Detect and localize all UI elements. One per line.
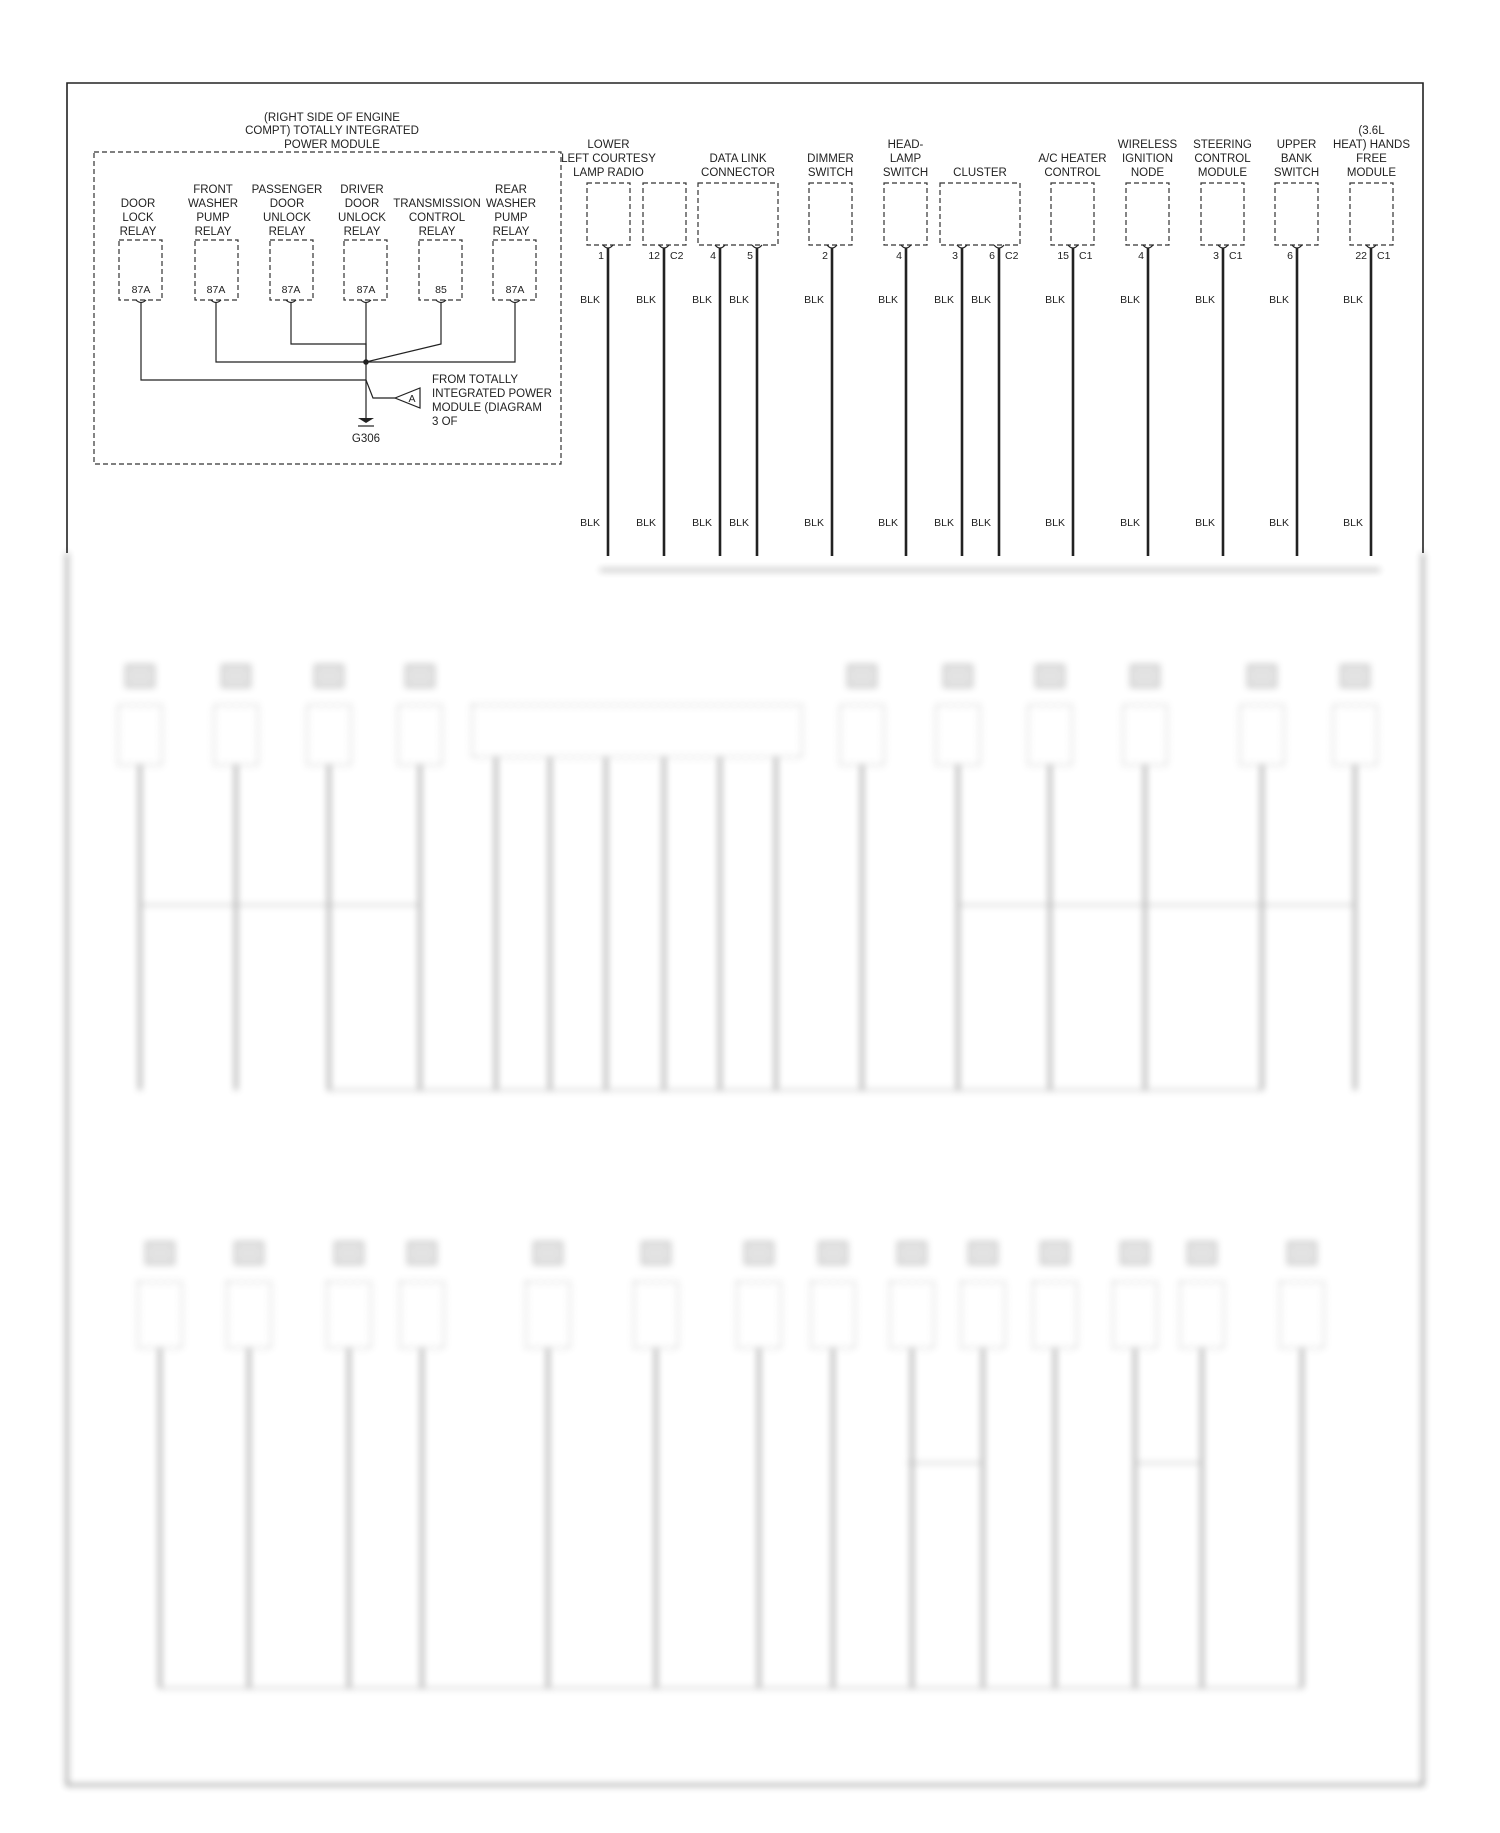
wire-color-label: BLK — [580, 294, 600, 306]
component-label: HEAD- — [887, 139, 924, 151]
ground-icon — [358, 410, 374, 426]
power-module-title-line-1: (RIGHT SIDE OF ENGINE — [264, 112, 400, 124]
wire-color-label: BLK — [971, 517, 991, 529]
relay-label: WASHER — [187, 198, 239, 210]
pin-number: 6 — [1287, 250, 1293, 262]
connector-id: C2 — [1005, 250, 1019, 262]
blurred-shape — [406, 665, 434, 687]
from-note-line-3: MODULE (DIAGRAM — [432, 402, 542, 414]
blurred-shape — [1288, 1242, 1316, 1264]
blurred-shape — [1248, 665, 1276, 687]
wire-color-label: BLK — [1120, 294, 1140, 306]
blurred-shape — [146, 1242, 174, 1264]
blurred-shape — [400, 1282, 444, 1348]
relay-label: REAR — [495, 184, 527, 196]
relay-transmission-control — [393, 198, 481, 300]
blurred-shape — [1033, 1282, 1077, 1348]
power-module-group — [94, 112, 561, 464]
component-label: MODULE — [1346, 167, 1397, 179]
component-label: MODULE — [1197, 167, 1248, 179]
relay-rear-washer-pump — [486, 184, 536, 300]
component-box — [1126, 183, 1169, 245]
relay-label: RELAY — [268, 226, 306, 238]
relay-pin: 87A — [505, 284, 525, 296]
relay-passenger-door-unlock — [252, 184, 323, 300]
wire-color-label: BLK — [1343, 294, 1363, 306]
pin-number: 1 — [598, 250, 604, 262]
relay-label: PUMP — [494, 212, 528, 224]
wire-color-label: BLK — [934, 294, 954, 306]
blurred-shape — [1028, 705, 1072, 765]
wire-color-label: BLK — [1343, 517, 1363, 529]
blurred-shape — [227, 1282, 271, 1348]
wire-color-label: BLK — [1195, 294, 1215, 306]
component-label: WIRELESS — [1117, 139, 1178, 151]
component-label: FREE — [1356, 153, 1387, 165]
from-note-line-1: FROM TOTALLY — [432, 374, 519, 386]
blurred-shape — [1240, 705, 1284, 765]
blurred-shape — [898, 1242, 926, 1264]
blurred-shape — [222, 665, 250, 687]
blurred-shape — [1121, 1242, 1149, 1264]
component-box — [587, 183, 630, 245]
wire-color-label: BLK — [580, 517, 600, 529]
blurred-shape — [126, 665, 154, 687]
relay-pin: 87A — [131, 284, 151, 296]
relay-label: TRANSMISSION — [393, 198, 481, 210]
blurred-shape — [1333, 705, 1377, 765]
blurred-shape — [1113, 1282, 1157, 1348]
blurred-shape — [1180, 1282, 1224, 1348]
blurred-shape — [819, 1242, 847, 1264]
blurred-shape — [1188, 1242, 1216, 1264]
blurred-shape — [472, 705, 802, 757]
wire-color-label: BLK — [636, 517, 656, 529]
from-note-line-2: INTEGRATED POWER — [432, 388, 552, 400]
power-module-title-line-2: COMPT) TOTALLY INTEGRATED — [245, 125, 419, 137]
relay-label: UNLOCK — [263, 212, 311, 224]
pin-number: 3 — [1213, 250, 1219, 262]
relay-pin: 85 — [435, 284, 447, 296]
component-label: NODE — [1130, 167, 1165, 179]
wire-color-label: BLK — [878, 294, 898, 306]
blurred-shape — [1041, 1242, 1069, 1264]
component-label: SWITCH — [1273, 167, 1320, 179]
component-label: CONNECTOR — [701, 167, 775, 179]
component-label: DATA LINK — [709, 153, 767, 165]
relay-label: UNLOCK — [338, 212, 386, 224]
component-box — [884, 183, 927, 245]
pin-number: 3 — [952, 250, 958, 262]
power-module-title-line-3: POWER MODULE — [284, 139, 380, 151]
wire-color-label: BLK — [971, 294, 991, 306]
connector-ref-letter: A — [408, 393, 416, 405]
blurred-shape — [1280, 1282, 1324, 1348]
blurred-shape — [1341, 665, 1369, 687]
wire-color-label: BLK — [1195, 517, 1215, 529]
blurred-shape — [315, 665, 343, 687]
pin-number: 4 — [1138, 250, 1144, 262]
wire-color-label: BLK — [804, 517, 824, 529]
blurred-shape — [848, 665, 876, 687]
relay-label: DRIVER — [340, 184, 384, 196]
pin-number: 5 — [747, 250, 753, 262]
relay-label: DOOR — [269, 198, 305, 210]
component-label: BANK — [1280, 153, 1313, 165]
blurred-shape — [811, 1282, 855, 1348]
component-label: (3.6L — [1358, 125, 1385, 137]
wire-color-label: BLK — [1045, 294, 1065, 306]
blurred-shape — [1123, 705, 1167, 765]
component-label: CONTROL — [1194, 153, 1251, 165]
component-box — [940, 183, 1020, 245]
wire-color-label: BLK — [1269, 517, 1289, 529]
component-box — [1275, 183, 1318, 245]
component-label: LOWER — [587, 139, 630, 151]
component-label: IGNITION — [1121, 153, 1174, 165]
connector-id: C1 — [1079, 250, 1093, 262]
relay-label: RELAY — [194, 226, 232, 238]
component-box — [698, 183, 778, 245]
top-components — [561, 125, 1410, 556]
blurred-shape — [1131, 665, 1159, 687]
blurred-shape — [642, 1242, 670, 1264]
component-label: LEFT COURTESY — [561, 153, 656, 165]
component-box — [809, 183, 852, 245]
blurred-shape — [526, 1282, 570, 1348]
relay-label: FRONT — [193, 184, 233, 196]
blurred-shape — [961, 1282, 1005, 1348]
relay-label: DOOR — [344, 198, 380, 210]
component-label: SWITCH — [807, 167, 854, 179]
blurred-shape — [969, 1242, 997, 1264]
blurred-shape — [138, 1282, 182, 1348]
relay-front-washer-pump — [188, 184, 238, 300]
component-box — [1201, 183, 1244, 245]
component-box — [643, 183, 686, 245]
connector-id: C1 — [1229, 250, 1243, 262]
blurred-shape — [307, 705, 351, 765]
relay-label: RELAY — [343, 226, 381, 238]
component-label: CONTROL — [1044, 167, 1101, 179]
wire-color-label: BLK — [934, 517, 954, 529]
from-note-line-4: 3 OF — [432, 416, 458, 428]
component-label: SWITCH — [882, 167, 929, 179]
pin-number: 22 — [1355, 250, 1367, 262]
blurred-shape — [634, 1282, 678, 1348]
component-label: LAMP RADIO — [573, 167, 644, 179]
wire-color-label: BLK — [636, 294, 656, 306]
connector-id: C1 — [1377, 250, 1391, 262]
relay-label: PASSENGER — [251, 184, 323, 196]
relay-pin: 87A — [206, 284, 226, 296]
wire-color-label: BLK — [729, 517, 749, 529]
relay-label: RELAY — [119, 226, 157, 238]
blurred-shape — [737, 1282, 781, 1348]
blurred-shape — [335, 1242, 363, 1264]
pin-number: 15 — [1057, 250, 1069, 262]
relay-label: RELAY — [492, 226, 530, 238]
wire-color-label: BLK — [1269, 294, 1289, 306]
component-box — [1350, 183, 1393, 245]
pin-number: 12 — [648, 250, 660, 262]
component-label: LAMP — [889, 153, 922, 165]
pin-number: 4 — [710, 250, 716, 262]
blurred-shape — [1036, 665, 1064, 687]
blurred-shape — [936, 705, 980, 765]
component-box — [1051, 183, 1094, 245]
relay-driver-door-unlock — [338, 184, 387, 300]
wire-color-label: BLK — [804, 294, 824, 306]
relay-label: WASHER — [485, 198, 537, 210]
blurred-shape — [944, 665, 972, 687]
blurred-shape — [745, 1242, 773, 1264]
relay-pin: 87A — [356, 284, 376, 296]
blurred-lower-diagram — [67, 553, 1423, 1785]
blurred-shape — [840, 705, 884, 765]
wire-color-label: BLK — [729, 294, 749, 306]
relay-label: RELAY — [418, 226, 456, 238]
component-label: STEERING — [1193, 139, 1252, 151]
blurred-shape — [890, 1282, 934, 1348]
splice-dot — [363, 359, 369, 365]
pin-number: 6 — [989, 250, 995, 262]
component-label: A/C HEATER — [1038, 153, 1107, 165]
pin-number: 4 — [896, 250, 902, 262]
relay-label: DOOR — [120, 198, 156, 210]
relay-door-lock — [119, 198, 162, 300]
blurred-shape — [235, 1242, 263, 1264]
relay-label: PUMP — [196, 212, 230, 224]
component-label: HEAT) HANDS — [1332, 139, 1411, 151]
relay-label: CONTROL — [408, 212, 466, 224]
blurred-shape — [327, 1282, 371, 1348]
relay-label: LOCK — [122, 212, 154, 224]
component-label: UPPER — [1276, 139, 1317, 151]
wire-color-label: BLK — [692, 517, 712, 529]
component-label: DIMMER — [807, 153, 854, 165]
blurred-shape — [534, 1242, 562, 1264]
pin-number: 2 — [822, 250, 828, 262]
blurred-shape — [214, 705, 258, 765]
connector-id: C2 — [670, 250, 684, 262]
wire-color-label: BLK — [878, 517, 898, 529]
blurred-shape — [118, 705, 162, 765]
wire-color-label: BLK — [1045, 517, 1065, 529]
relay-pin: 87A — [281, 284, 301, 296]
ground-label: G306 — [351, 433, 381, 445]
component-label: CLUSTER — [953, 167, 1007, 179]
wire-color-label: BLK — [692, 294, 712, 306]
wire-color-label: BLK — [1120, 517, 1140, 529]
blurred-shape — [398, 705, 442, 765]
blurred-shape — [408, 1242, 436, 1264]
